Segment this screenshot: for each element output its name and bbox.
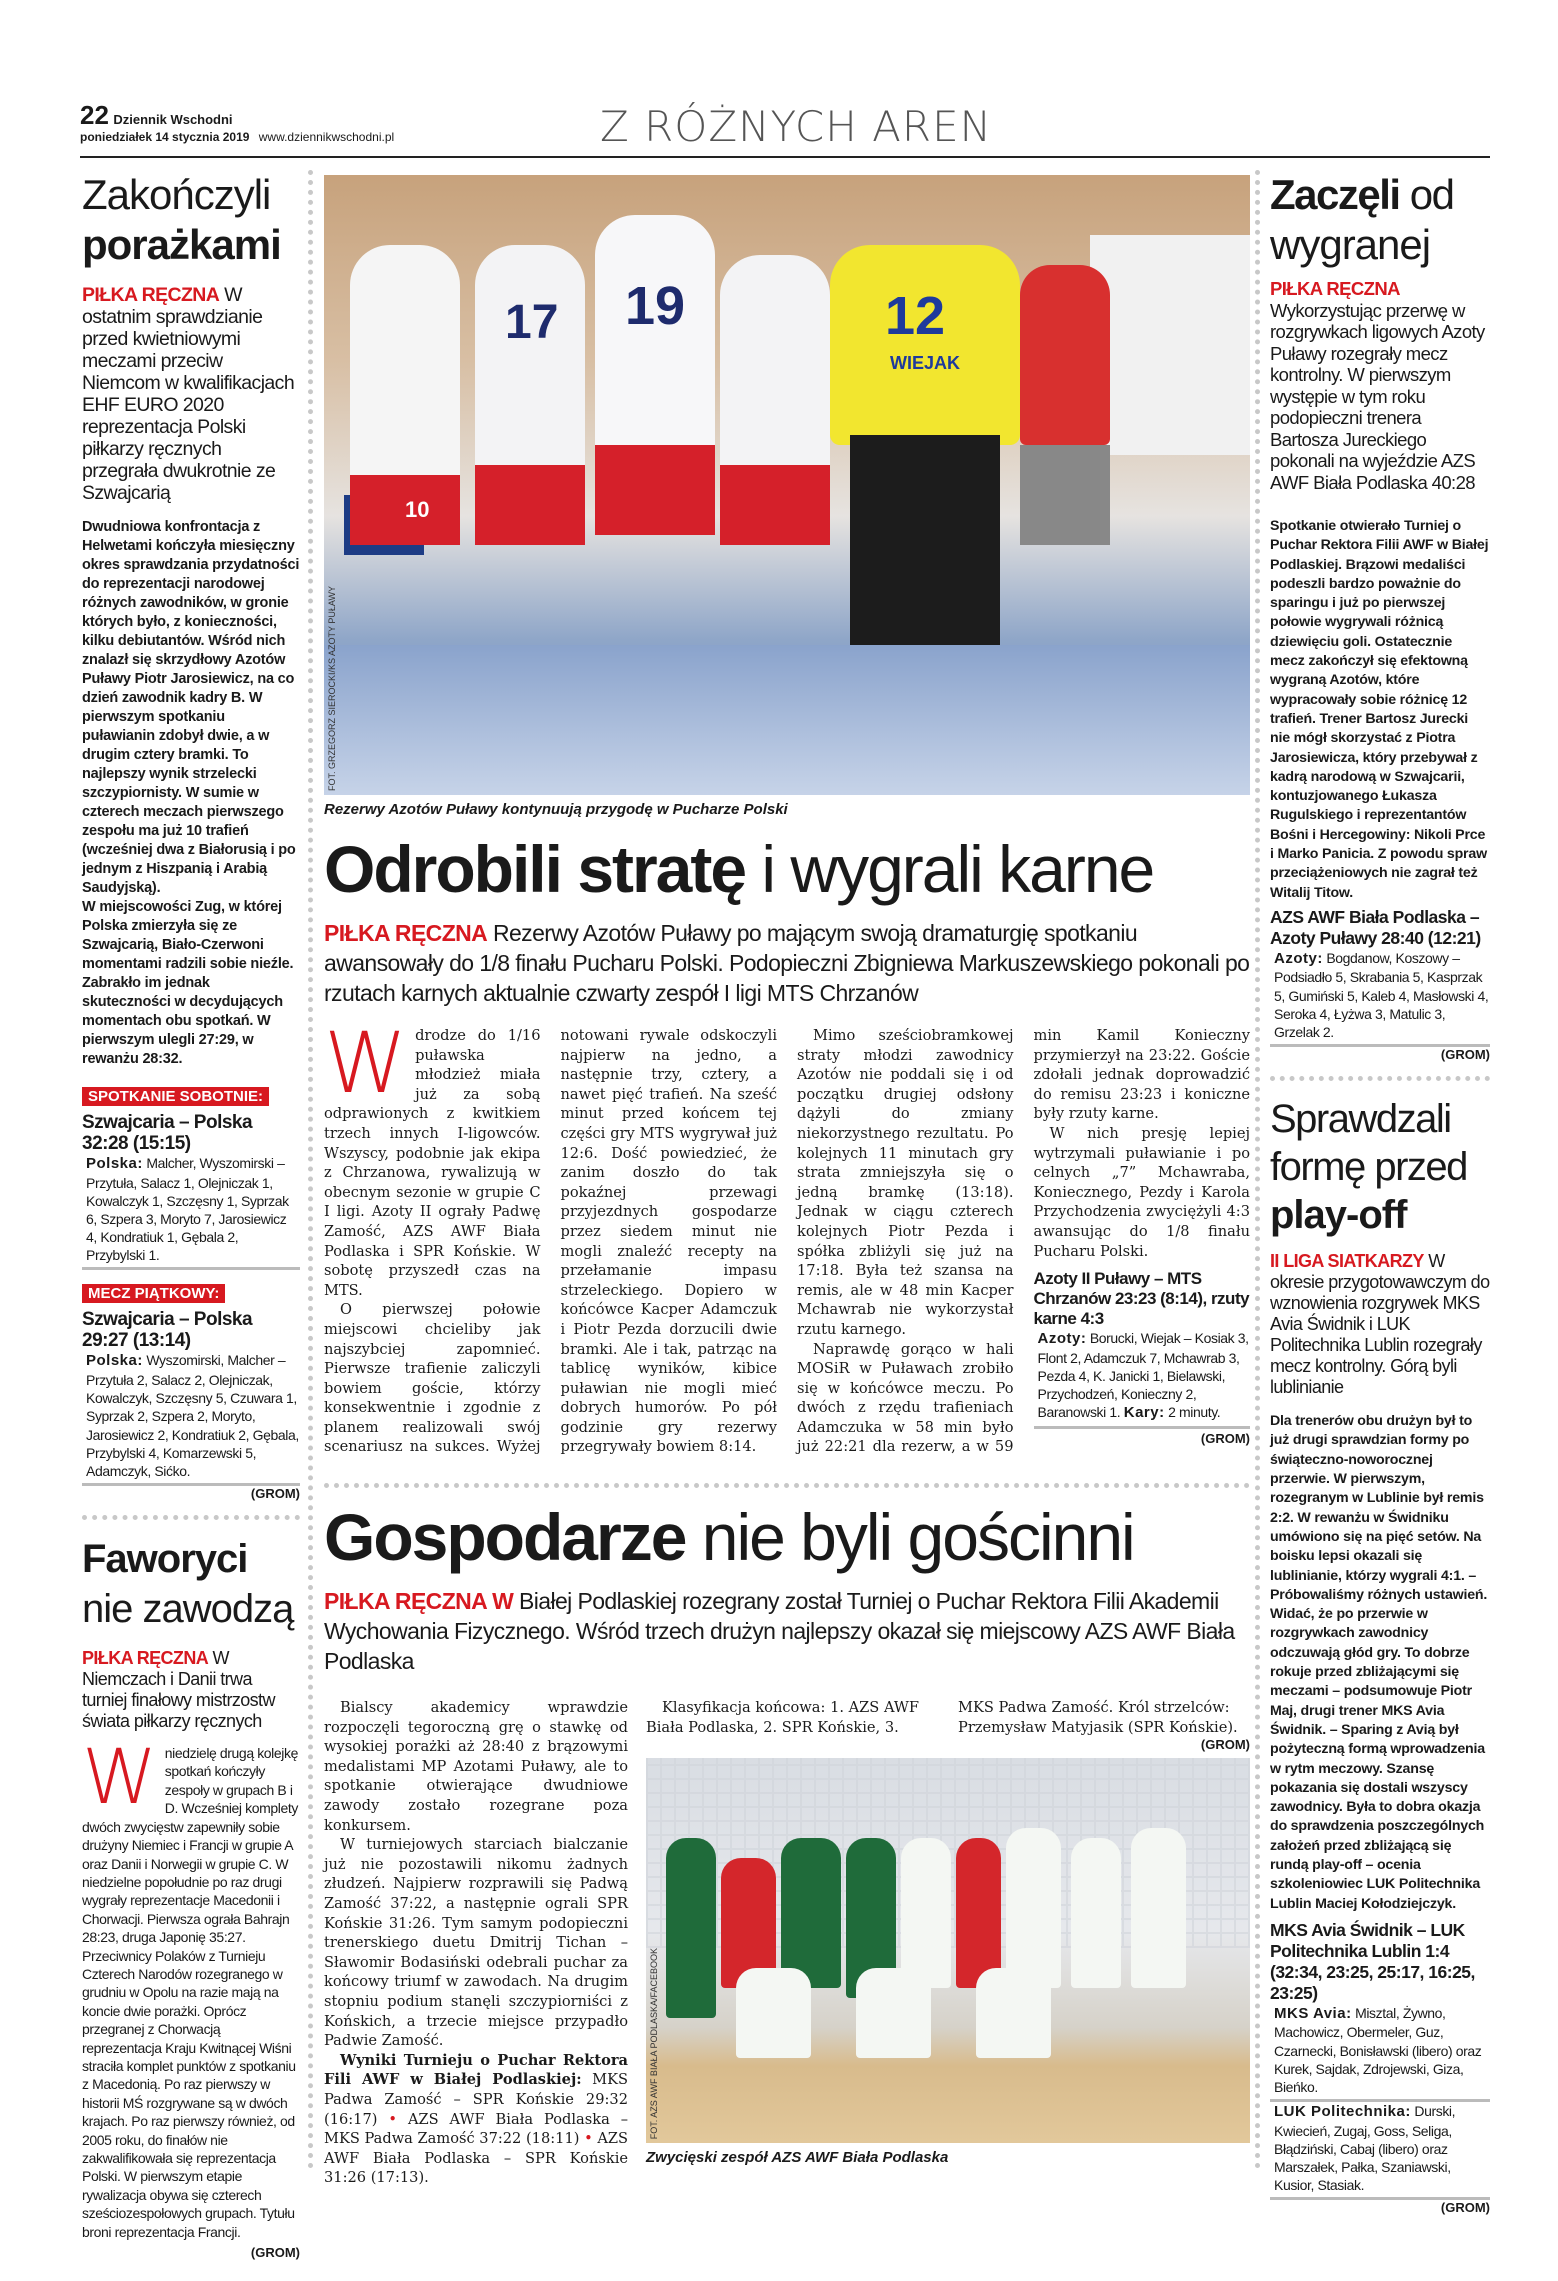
- drop-cap: W: [82, 1732, 157, 1822]
- lineup: MKS Avia: Misztal, Żywno, Machowicz, Obermeler, Guz, Czarnecki, Bonisławski (libero) oraz Kurek, Sajdak, Zdrojewski, Giza, Bieńko.: [1270, 2004, 1490, 2102]
- lede: PIŁKA RĘCZNA Wykorzystując przerwę w rozgrywkach ligowych Azoty Puławy rozegrały mecz kontrolny. W pierwszym występie w tym roku podopieczni trenera Bartosza Jureckiego pokonali na wyjeździe AZS AWF Biała Podlaska 40:28: [1270, 278, 1485, 493]
- jersey-number: 10: [405, 497, 430, 522]
- lineup: Polska: Wyszomirski, Malcher – Przytuła 2, Salacz 2, Olejniczak, Kowalczyk, Szczęsny 5, Czuwara 1, Syprzak 2, Szpera 2, Moryto, Jarosiewicz 2, Kondratiuk 2, Gębala, Przybylski 4, Komarzewski 5, Adamczyk, Sićko.: [82, 1351, 300, 1486]
- body-text: Dwudniowa konfrontacja z Helwetami kończyła miesięczny okres sprawdzania przydatności do reprezentacji narodowej różnych zawodników, w gronie których było, z konieczności, kilku debiutantów. Wśród nich znalazł się skrzydłowy Azotów Puławy Piotr Jarosiewicz, na co dzień zawodnik kadry B. W pierwszym spotkaniu puławianin zdobył dwie, a w drugim cztery bramki. To najlepszy wynik strzelecki szczypiornisty. W sumie w czterech meczach pierwszego zespołu ma już 10 trafień (wcześniej dwa z Białorusią i po jednym z Hiszpanią i Arabią Saudyjską).: [82, 519, 300, 896]
- headline: Zaczęli od: [1270, 171, 1454, 218]
- author: (GROM): [250, 1486, 300, 1502]
- section-title: Z RÓŻNYCH AREN: [600, 102, 993, 151]
- headline-light: formę przed: [1270, 1145, 1467, 1190]
- match-score: AZS AWF Biała Podlaska – Azoty Puławy 28:40 (12:21): [1270, 906, 1481, 948]
- right-column: [1270, 170, 1490, 2215]
- section-divider: [324, 1483, 1250, 1488]
- article-zakonczyli: [82, 170, 300, 1501]
- lineup: Azoty: Borucki, Wiejak – Kosiak 3, Flont 2, Adamczuk 7, Mchawrab 3, Pezda 4, K. Janicki 1, Bielawski, Przychodzeń, Konieczny 2, Baranowski 1. Kary: 2 minuty.: [1034, 1329, 1251, 1429]
- author: (GROM): [250, 2245, 300, 2261]
- lineup: LUK Politechnika: Durski, Kwiecień, Zugaj, Goss, Seliga, Błądziński, Cabaj (libero) oraz Marszałek, Pałka, Szaniawski, Kusior, Stasiak.: [1270, 2102, 1490, 2200]
- body-text: Wniedzielę drugą kolejkę spotkań kończyły zespoły w grupach B i D. Wcześniej komplety dwóch zwycięstw zapewniły sobie drużyny Niemiec i Francji w grupie A oraz Danii i Norwegii w grupie C. W niedzielne popołudnie po raz drugi wygrały reprezentacje Macedonii i Chorwacji. Pierwsza ograła Bahrajn 28:23, druga Japonię 35:27. Przeciwnicy Polaków z Turnieju Czterech Narodów rozegranego w grudniu w Opolu na razie mają na koncie dwie porażki. Oprócz przegranej z Chorwacją reprezentacja Kraju Kwitnącej Wiśni straciła komplet punktów z spotkaniu z Macedonią. Po raz pierwszy w historii MŚ rozgrywane są w dwóch krajach. Po raz pierwszy również, od 2005 roku, do finałów nie zakwalifikowała się reprezentacja Polski. W pierwszym etapie rywalizacja obywa się czterech sześciozespołowych grupach. Tytułu broni reprezentacja Francji.: [82, 1732, 298, 2240]
- lede: II LIGA SIATKARZY W okresie przygotowawczym do wznowienia rozgrywek MKS Avia Świdnik i LUK Politechnika Lublin rozegrały mecz kontrolny. Górą byli lublinianie: [1270, 1251, 1490, 1398]
- jersey-number: 19: [625, 276, 686, 336]
- jersey-number: 17: [505, 296, 559, 349]
- headline-bold: Faworyci: [82, 1537, 248, 1582]
- tournament-results: Wyniki Turnieju o Puchar Rektora Fili AWF w Białej Podlaskiej: MKS Padwa Zamość – SPR Końskie 29:32 (16:17) • AZS AWF Biała Podlaska – MKS Padwa Zamość 37:22 (18:11) • AZS AWF Biała Podlaska – SPR Końskie 31:26 (17:13).: [324, 2051, 629, 2187]
- author: (GROM): [1200, 1430, 1250, 1446]
- page-number: 22: [80, 100, 109, 130]
- classification: Klasyfikacja końcowa: 1. AZS AWF Biała Podlaska, 2. SPR Końskie, 3. MKS Padwa Zamość. Król strzelców: Przemysław Matyjasik (SPR Końskie).: [646, 1699, 1238, 1736]
- article-faworyci: [82, 1534, 300, 2260]
- headline-bold: porażkami: [82, 221, 281, 268]
- center-column: [324, 175, 1250, 2188]
- section-divider: [82, 1515, 300, 1520]
- page-header: [80, 100, 1490, 158]
- lede: PIŁKA RĘCZNA Rezerwy Azotów Puławy po mającym swoją dramaturgię spotkaniu awansowały do 1/8 finału Pucharu Polski. Podopieczni Zbigniewa Markuszewskiego pokonali po rzutach karnych aktualnie czwarty zespół I ligi MTS Chrzanów: [324, 920, 1250, 1006]
- article-bottom-row: [324, 1698, 1250, 2188]
- article-zaczeli: [1270, 170, 1490, 1062]
- lede: PIŁKA RĘCZNA W Niemczach i Danii trwa turniej finałowy mistrzostw świata piłkarzy ręcznych: [82, 1648, 275, 1732]
- photo-credit: FOT. AZS AWF BIAŁA PODLASKA/FACEBOOK: [649, 1948, 659, 2140]
- drop-cap: W: [324, 1014, 408, 1112]
- jersey-number: 12: [885, 286, 946, 346]
- lede: PIŁKA RĘCZNA W Białej Podlaskiej rozegrany został Turniej o Puchar Rektora Filii Akademii Wychowania Fizycznego. Wśród trzech drużyn najlepszy okazał się miejscowy AZS AWF Biała Podlaska: [324, 1588, 1235, 1675]
- headline-light: Sprawdzali: [1270, 1097, 1451, 1142]
- label-badge: SPOTKANIE SOBOTNIE:: [82, 1087, 269, 1106]
- lede: PIŁKA RĘCZNA W ostatnim sprawdzianie przed kwietniowymi meczami przeciw Niemcom w kwalifikacjach EHF EURO 2020 reprezentacja Polski piłkarzy ręcznych przegrała dwukrotnie ze Szwajcarią: [82, 284, 295, 504]
- article-sprawdzali: [1270, 1095, 1490, 2215]
- headline-light: Zakończyli: [82, 171, 271, 218]
- site-url[interactable]: www.dziennikwschodni.pl: [258, 130, 395, 144]
- photo-credit: FOT. GRZEGORZ SIEROCKI/KS AZOTY PUŁAWY: [327, 585, 337, 791]
- match-score: Azoty II Puławy – MTS Chrzanów 23:23 (8:14), rzuty karne 4:3: [1033, 1269, 1250, 1329]
- headline: Odrobili stratę i wygrali karne: [324, 832, 1154, 906]
- headline: Gospodarze nie byli gościnni: [324, 1500, 1134, 1575]
- headline-light: wygranej: [1270, 221, 1431, 268]
- article-body: Bialscy akademicy wprawdzie rozpoczęli tegoroczną grę o stawkę od wysokiej porażki aż 28:40 z brązowymi medalistami MP Azotami Puławy, ale to spotkanie otwierające dwudniowe zawody zostało rozegrane poza konkursem. W turniejowych starciach bialczanie już nie pozostawili nikomu żadnych złudzeń. Najpierw rozprawili się Padwą Zamość 37:22, a następnie ograli SPR Końskie 31:26. Tym samym podopieczni trenerskiego duetu Dmitrij Tichan – Sławomir Bodasiński odebrali puchar za końcowy triumf w zawodach. Na drugim stopniu podium stanęli szczypiorniści z Końskich, a trzecie miejsce przypadło Padwie Zamość. Wyniki Turnieju o Puchar Rektora Fili AWF w Białej Podlaskiej: MKS Padwa Zamość – SPR Końskie 29:32 (16:17) • AZS AWF Biała Podlaska – MKS Padwa Zamość 37:22 (18:11) • AZS AWF Biała Podlaska – SPR Końskie 31:26 (17:13).: [324, 1699, 629, 2187]
- photo-caption: Zwycięski zespół AZS AWF Biała Podlaska: [646, 2149, 949, 2167]
- body-text: Spotkanie otwierało Turniej o Puchar Rektora Filii AWF w Białej Podlaskiej. Brązowi medaliści podeszli bardzo poważnie do sparingu i już po pierwszej połowie wygrywali różnicą dziewięciu goli. Ostatecznie mecz zakończył się efektowną wygraną Azotów, które wypracowały sobie różnicę 12 trafień. Trener Bartosz Jurecki nie mógł skorzystać z Piotra Jarosiewicza, który przebywał z kadrą narodową w Szwajcarii, kontuzjowanego Łukasza Rugulskiego i reprezentantów Bośni i Hercegowiny: Nikoli Prce i Marko Panicia. Z powodu spraw przeciążeniowych nie zagrał też Witalij Titow.: [1270, 518, 1489, 901]
- author: (GROM): [1440, 2200, 1490, 2216]
- lineup: Polska: Malcher, Wyszomirski – Przytuła, Salacz 1, Olejniczak 1, Kowalczyk 1, Szczęsny 1, Syprzak 6, Szpera 3, Moryto 7, Jarosiewicz 4, Kondratiuk 1, Gębala 2, Przybylski 1.: [82, 1154, 300, 1270]
- author: (GROM): [1440, 1047, 1490, 1063]
- lineup: Azoty: Bogdanow, Koszowy – Podsiadło 5, Skrabania 5, Kasprzak 5, Gumiński 5, Kaleb 4, Masłowski 4, Seroka 4, Łyżwa 3, Matulic 3, Grzelak 2.: [1270, 949, 1490, 1047]
- column-divider: [1255, 170, 1260, 2170]
- photo-caption: Rezerwy Azotów Puławy kontynuują przygodę w Pucharze Polski: [324, 801, 788, 818]
- match-score: Szwajcaria – Polska 29:27 (13:14): [82, 1309, 253, 1352]
- body-text: Dla trenerów obu drużyn był to już drugi sprawdzian formy po świąteczno-noworocznej przerwie. W pierwszym, rozegranym w Lublinie był remis 2:2. W rewanżu w Świdniku umówiono się na pięć setów. Na boisku lepsi okazali się lublinianie, którzy wygrali 4:1. – Próbowaliśmy różnych ustawień. Widać, że po przerwie w rozgrywkach zawodnicy odczuwają głód gry. To dobrze rokuje przed zbliżającymi się meczami – podsumowuje Piotr Maj, drugi trener MKS Avia Świdnik. – Sparing z Avią był pożyteczną formą wprowadzenia w rytm meczowy. Szansę pokazania się dostali wszyscy zawodnicy. Była to dobra okazja do sprawdzenia poszczególnych założeń przed zbliżającą się rundą play-off – ocenia szkoleniowiec LUK Politechnika Lublin Maciej Kołodziejczyk.: [1270, 1413, 1488, 1912]
- jersey-name: WIEJAK: [890, 353, 961, 373]
- match-score: Szwajcaria – Polska 32:28 (15:15): [82, 1112, 253, 1154]
- column-divider: [308, 170, 313, 2170]
- author: (GROM): [1200, 1737, 1250, 1753]
- article-side: [646, 1698, 1250, 2166]
- issue-date: poniedziałek 14 stycznia 2019: [80, 130, 250, 144]
- paper-name: Dziennik Wschodni: [113, 112, 233, 127]
- match-score: MKS Avia Świdnik – LUK Politechnika Lublin 1:4 (32:34, 23:25, 25:17, 16:25, 23:25): [1270, 1919, 1475, 2003]
- body-text: W miejscowości Zug, w której Polska zmierzyła się ze Szwajcarią, Biało-Czerwoni momentami radzili sobie nieźle. Zabrakło im jednak skuteczności w decydujących momentach obu spotkań. W pierwszym ulegli 27:29, w rewanżu 28:32.: [82, 899, 294, 1067]
- headline-bold: play-off: [1270, 1193, 1407, 1238]
- left-column: [82, 170, 300, 2260]
- article-body: Wdrodze do 1/16 puławska młodzież miała już za sobą odprawionych z kwitkiem trzech innych I-ligowców. Wszyscy, podobnie jak ekipa z Chrzanowa, rywalizują w obecnym sezonie w grupie C I ligi. Azoty II ograły Padwę Zamość, AZS AWF Biała Podlaska i SPR Końskie. W sobotę przyszedł czas na MTS. O pierwszej połowie miejscowi chcieliby jak najszybciej zapomnieć. Pierwsze trafienie zaliczyli bowiem goście, którzy konsekwentnie i zgodnie z planem realizowali swój scenariusz na sukces. Wyżej notowani rywale odskoczyli najpierw na jedno, a następnie trzy, cztery, a nawet pięć trafień. Na sześć minut przed końcem tej części gry MTS wygrywał już 12:6. Dość powiedzieć, że zanim doszło do tak pokaźnej przewagi przyjezdnych gospodarze przez siedem minut nie mogli znaleźć recepty na przełamanie impasu strzeleckiego. Dopiero w końcówce Kacper Adamczuk i Piotr Pezda dorzucili dwie bramki. Ale i tak, patrząc na tablicę wyników, kibice puławian nie mogli mieć dobrych humorów. Po pół godzinie gry rezerwy przegrywały bowiem 8:14. Mimo sześciobramkowej straty młodzi zawodnicy Azotów nie poddali się i od początku drugiej odsłony dążyli do zmiany niekorzystnego rezultatu. Po kolejnych 11 minutach gry strata zmniejszyła się o jedną bramkę (13:18). Jednak w ciągu czterech kolejnych Piotr Pezda i spółka zbliżyli się już na 17:18. Była też szansa na remis, ale w 48 min Kacper Mchawrab nie wykorzystał rzutu karnego. Naprawdę gorąco w hali MOSiR w Puławach zrobiło się w końcówce meczu. Po dwóch z rzędu trafieniach Adamczuka w 58 min było już 22:21 dla rezerw, a w 59 min Kamil Konieczny przymierzył na 23:22. Goście zdołali jednak doprowadzić do remisu 23:23 i koniczne były rzuty karne. W nich presję lepiej wytrzymali puławianie i po celnych „7” Mchawraba, Koniecznego, Pezdy i Karola Przychodzenia zwyciężyli 4:3 awansując do 1/8 finału Pucharu Polski. Azoty II Puławy – MTS Chrzanów 23:23 (8:14), rzuty karne 4:3 Azoty: Borucki, Wiejak – Kosiak 3, Flont 2, Adamczuk 7, Mchawrab 3, Pezda 4, K. Janicki 1, Bielawski, Przychodzeń, Konieczny 2, Baranowski 1. Kary: 2 minuty. (GROM): [324, 1014, 1250, 1456]
- headline-light: nie zawodzą: [82, 1587, 294, 1632]
- team-photo: [646, 1758, 1250, 2143]
- section-divider: [1270, 1076, 1490, 1081]
- label-badge: MECZ PIĄTKOWY:: [82, 1284, 225, 1303]
- team-huddle-photo: [324, 175, 1250, 795]
